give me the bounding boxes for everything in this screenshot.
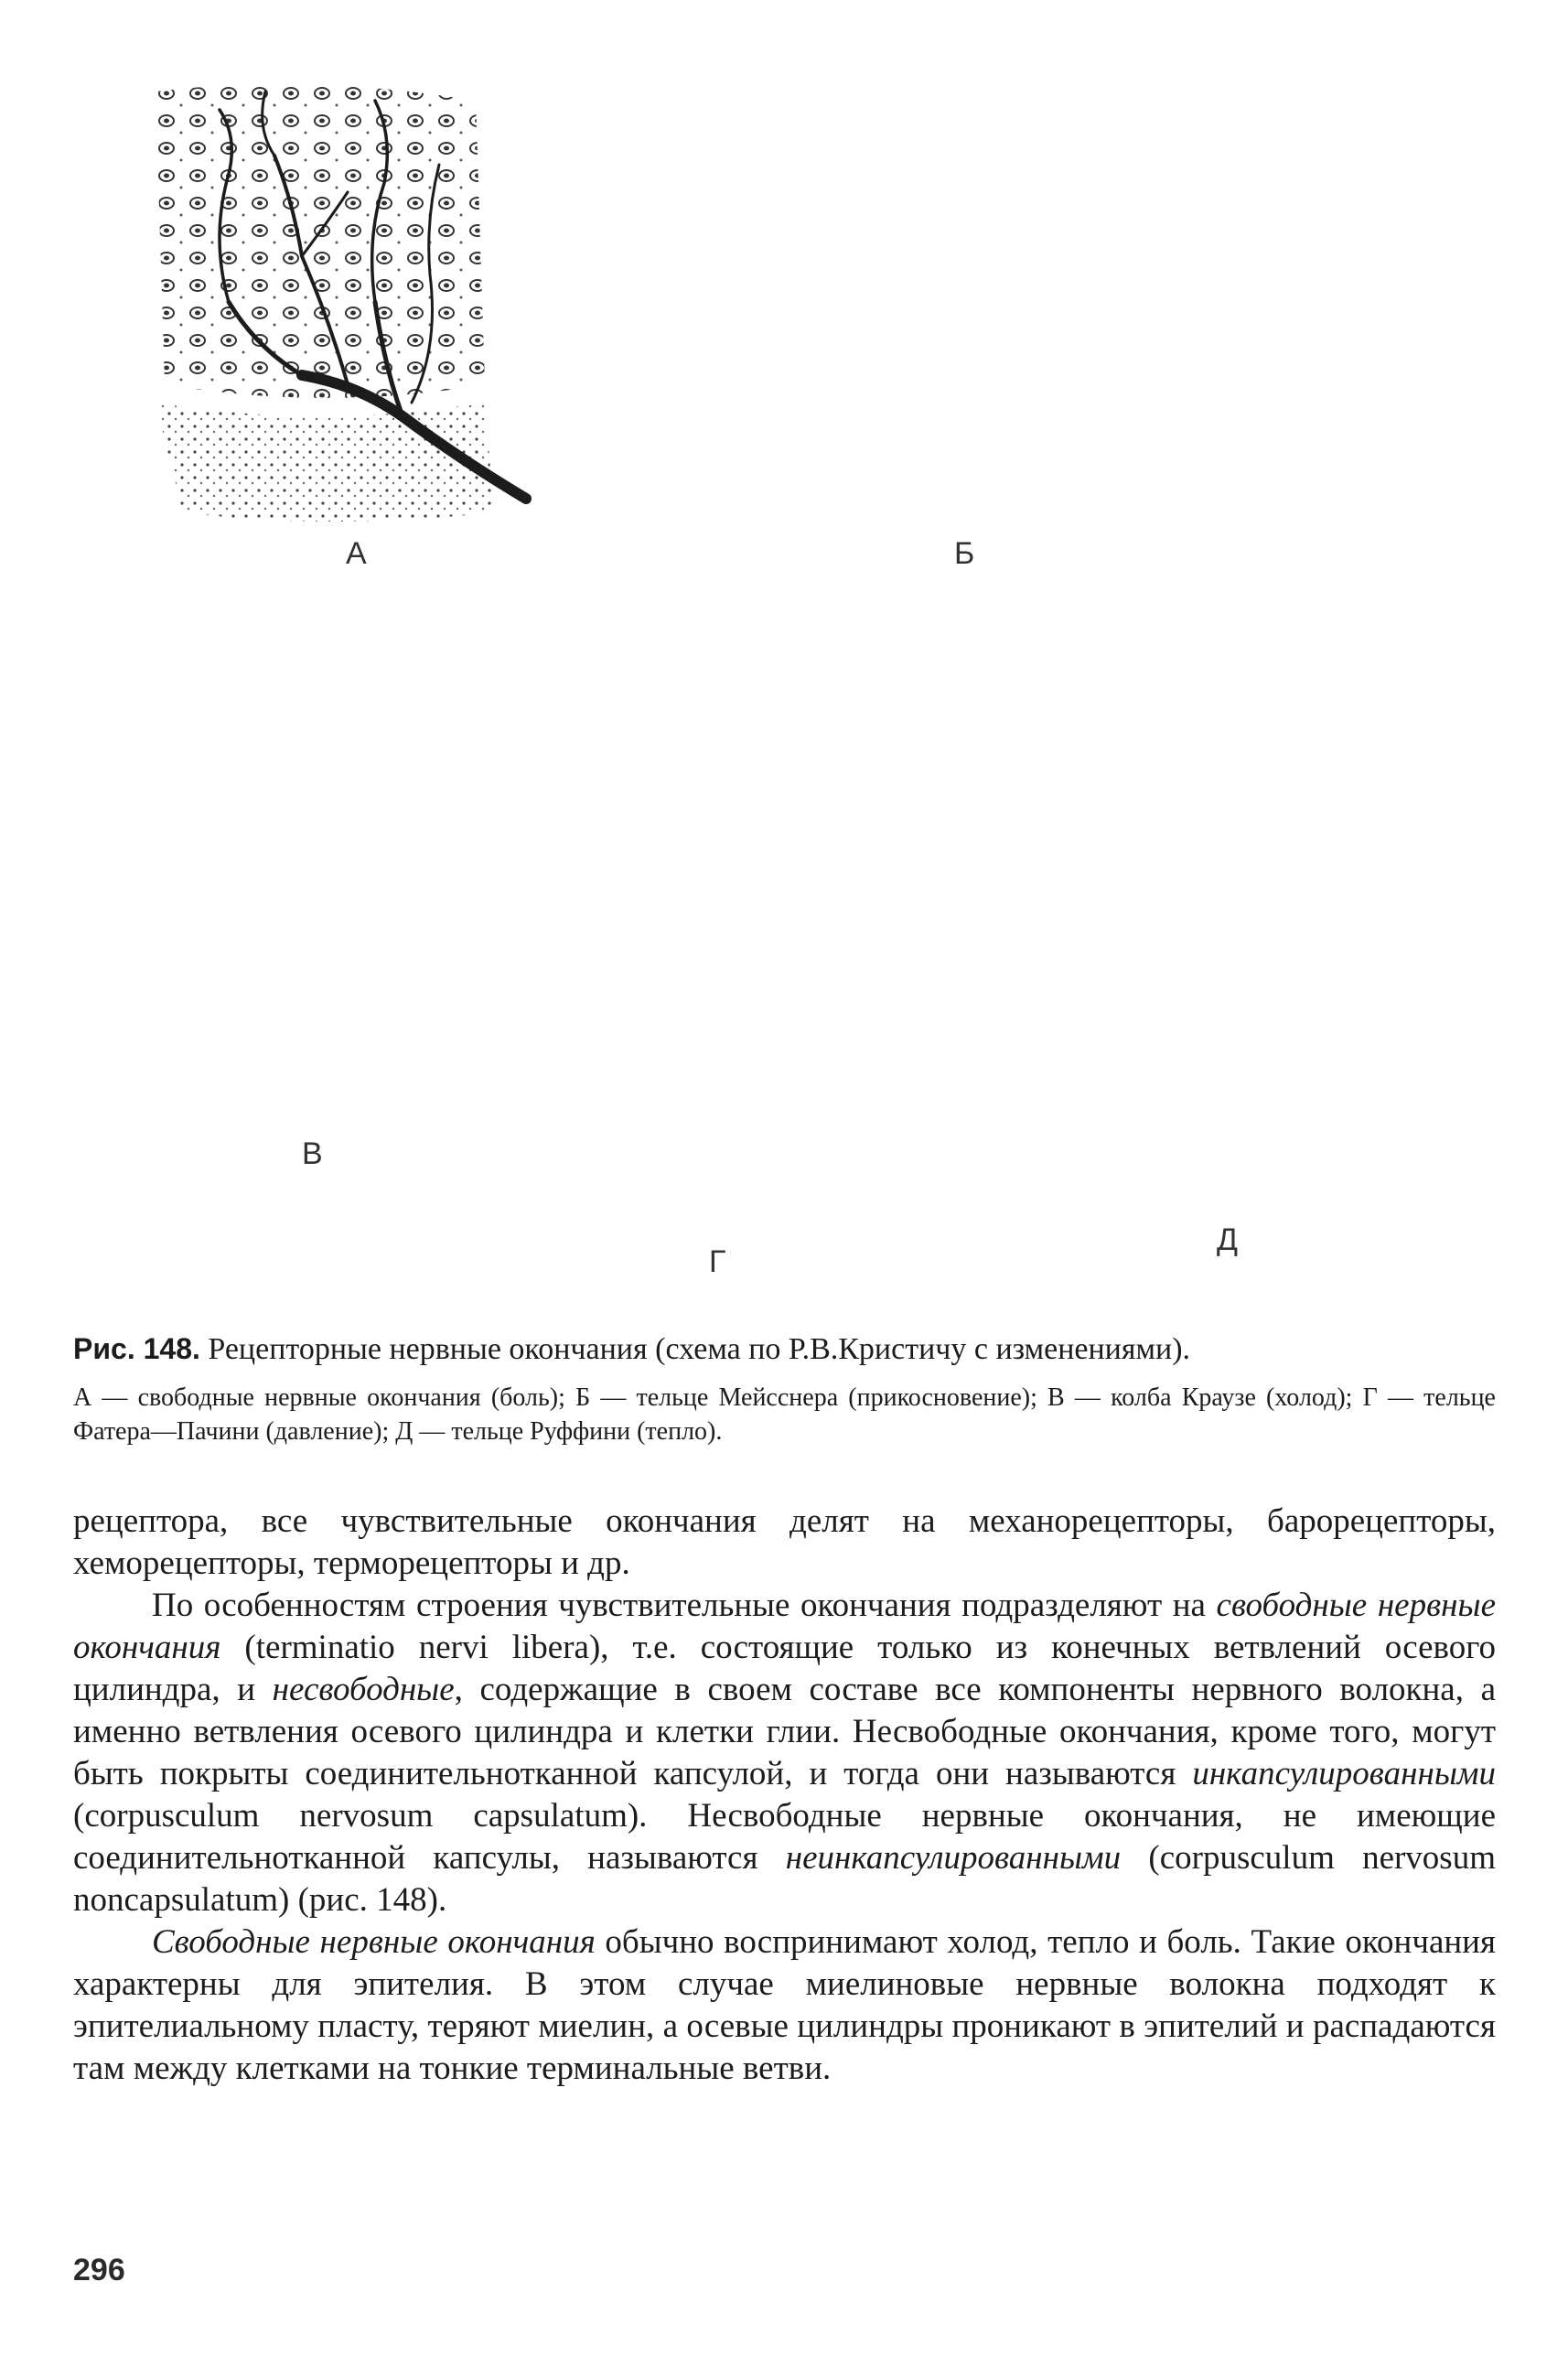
body-text: [73, 1501, 1496, 2090]
p2-text-2: (terminatio nervi libera), т.е. состоящие только из конечных ветвлений осевого цилиндра, и: [73, 1629, 1496, 1708]
free-nerve-endings-illustration: [156, 84, 526, 522]
panel-label-a: А: [346, 536, 367, 571]
p3-term-free-endings: Свободные нервные окончания: [152, 1923, 596, 1961]
figure-caption: [73, 1329, 1496, 1448]
paragraph-2: [73, 1585, 1496, 1921]
p2-term-free-endings: свободные нервные окончания: [73, 1587, 1496, 1666]
page-number: 296: [73, 2253, 125, 2287]
caption-title: Рецепторные нервные окончания (схема по Р.В.Кристичу с изменениями).: [208, 1332, 1191, 1366]
paragraph-1: рецептора, все чувствительные окончания делят на механорецепторы, барорецепторы, хеморецепторы, терморецепторы и др.: [73, 1502, 1496, 1582]
p2-term-nonencapsulated: неинкапсулированными: [785, 1839, 1122, 1877]
panel-label-d: Д: [1217, 1222, 1239, 1257]
p2-text-1: По особенностям строения чувствительные окончания подразделяют на: [152, 1587, 1217, 1624]
figure-number: Рис. 148.: [73, 1332, 200, 1365]
p2-text-3: , содержащие в своем составе все компоненты нервного волокна, а именно ветвления осевого цилиндра и клетки глии. Несвободные окончания, кроме того, могут быть покрыты соединительнотканной капсулой, и тогда они называются: [73, 1671, 1496, 1792]
caption-legend: А — свободные нервные окончания (боль); Б — тельце Мейсснера (прикосновение); В — колба Краузе (холод); Г — тельце Фатера—Пачини (давление); Д — тельце Руффини (тепло).: [73, 1383, 1496, 1446]
panel-label-g: Г: [709, 1244, 726, 1279]
caption-title-line: [73, 1329, 1496, 1370]
panel-label-v: В: [302, 1136, 323, 1171]
p2-term-encapsulated: инкапсулированными: [1192, 1755, 1496, 1792]
p2-text-5: (corpusculum nervosum noncapsulatum) (рис. 148).: [73, 1839, 1496, 1919]
p3-text-1: обычно воспринимают холод, тепло и боль. Такие окончания характерны для эпителия. В этом случае миелиновые нервные волокна подходят к эпителиальному пласту, теряют миелин, а осевые цилиндры проникают в эпителий и распадаются там между клетками на тонкие терминальные ветви.: [73, 1923, 1496, 2087]
p2-term-nonfree: несвободные: [272, 1671, 455, 1708]
panel-label-b: Б: [954, 536, 975, 571]
paragraph-3: [73, 1921, 1496, 2090]
p2-text-4: (corpusculum nervosum capsulatum). Несвободные нервные окончания, не имеющие соединительнотканной капсулы, называются: [73, 1797, 1496, 1877]
